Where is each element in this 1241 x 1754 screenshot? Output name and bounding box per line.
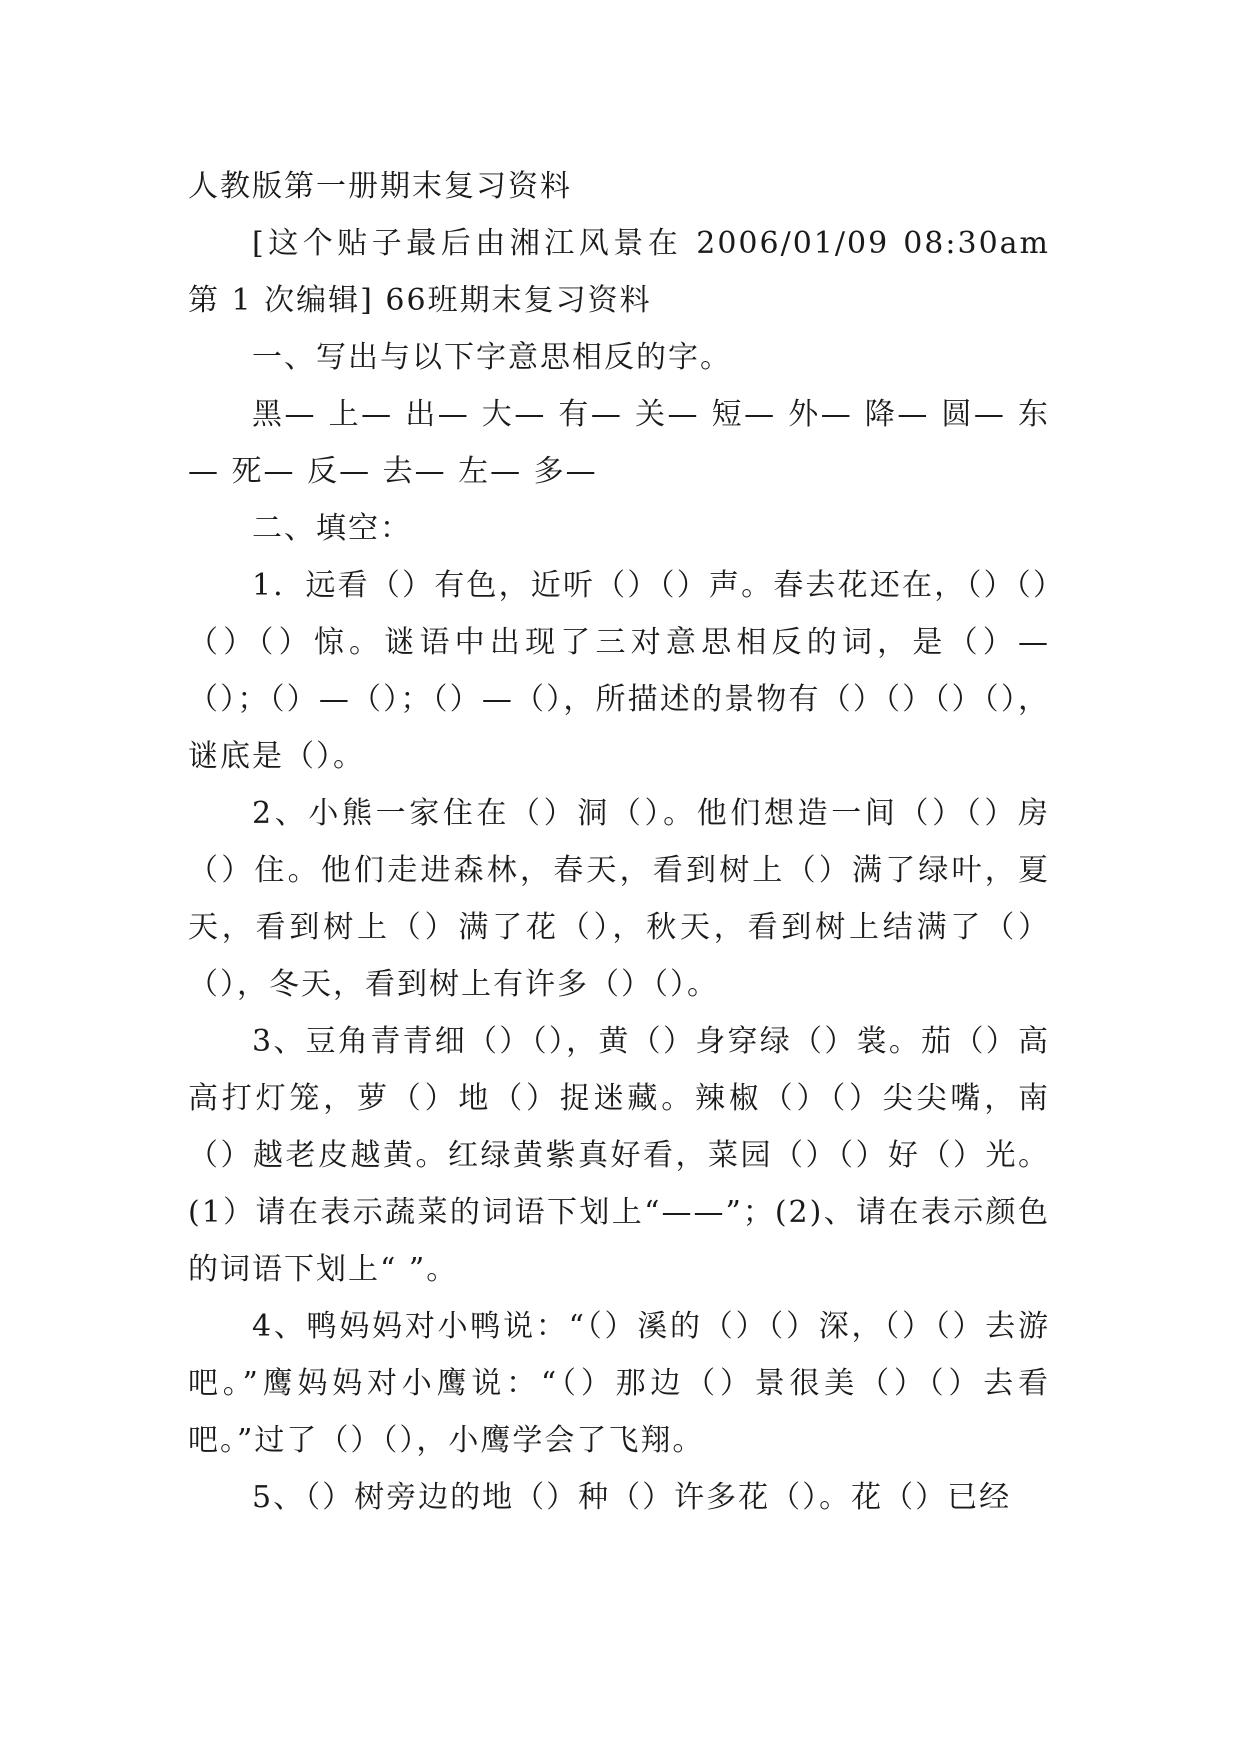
question-2: 2、小熊一家住在（）洞（）。他们想造一间（）（）房（）住。他们走进森林，春天，看到树上（）满了绿叶，夏天，看到树上（）满了花（），秋天，看到树上结满了（）（），冬天，看到树上有许多（）（）。 [188,796,1050,1002]
question-5: 5、（）树旁边的地（）种（）许多花（）。花（）已经 [252,1480,1012,1515]
edit-note-paragraph: [这个贴子最后由湘江风景在 2006/01/09 08:30am 第 1 次编辑] 66班期末复习资料 [188,226,1050,318]
section-two-heading: 二、填空： [252,511,412,546]
question-4: 4、鸭妈妈对小鸭说：“（）溪的（）（）深，（）（）去游吧。”鹰妈妈对小鹰说：“（）那边（）景很美（）（）去看吧。”过了（）（），小鹰学会了飞翔。 [188,1309,1050,1458]
document-body [188,158,1050,1526]
section-one-heading: 一、写出与以下字意思相反的字。 [252,340,732,375]
antonym-list: 黑— 上— 出— 大— 有— 关— 短— 外— 降— 圆— 东— 死— 反— 去— 左— 多— [188,397,1050,489]
question-3: 3、豆角青青细（）（），黄（）身穿绿（）裳。茄（）高高打灯笼，萝（）地（）捉迷藏。辣椒（）（）尖尖嘴，南（）越老皮越黄。红绿黄紫真好看，菜园（）（）好（）光。(1）请在表示蔬菜的词语下划上“——”；(2)、请在表示颜色的词语下划上“ ”。 [188,1024,1050,1287]
question-1: 1．远看（）有色，近听（）（）声。春去花还在，（）（）（）（）惊。谜语中出现了三对意思相反的词，是（）—（）；（）—（）；（）—（），所描述的景物有（）（）（）（），谜底是（）。 [188,568,1050,774]
document-title: 人教版第一册期末复习资料 [188,169,572,204]
